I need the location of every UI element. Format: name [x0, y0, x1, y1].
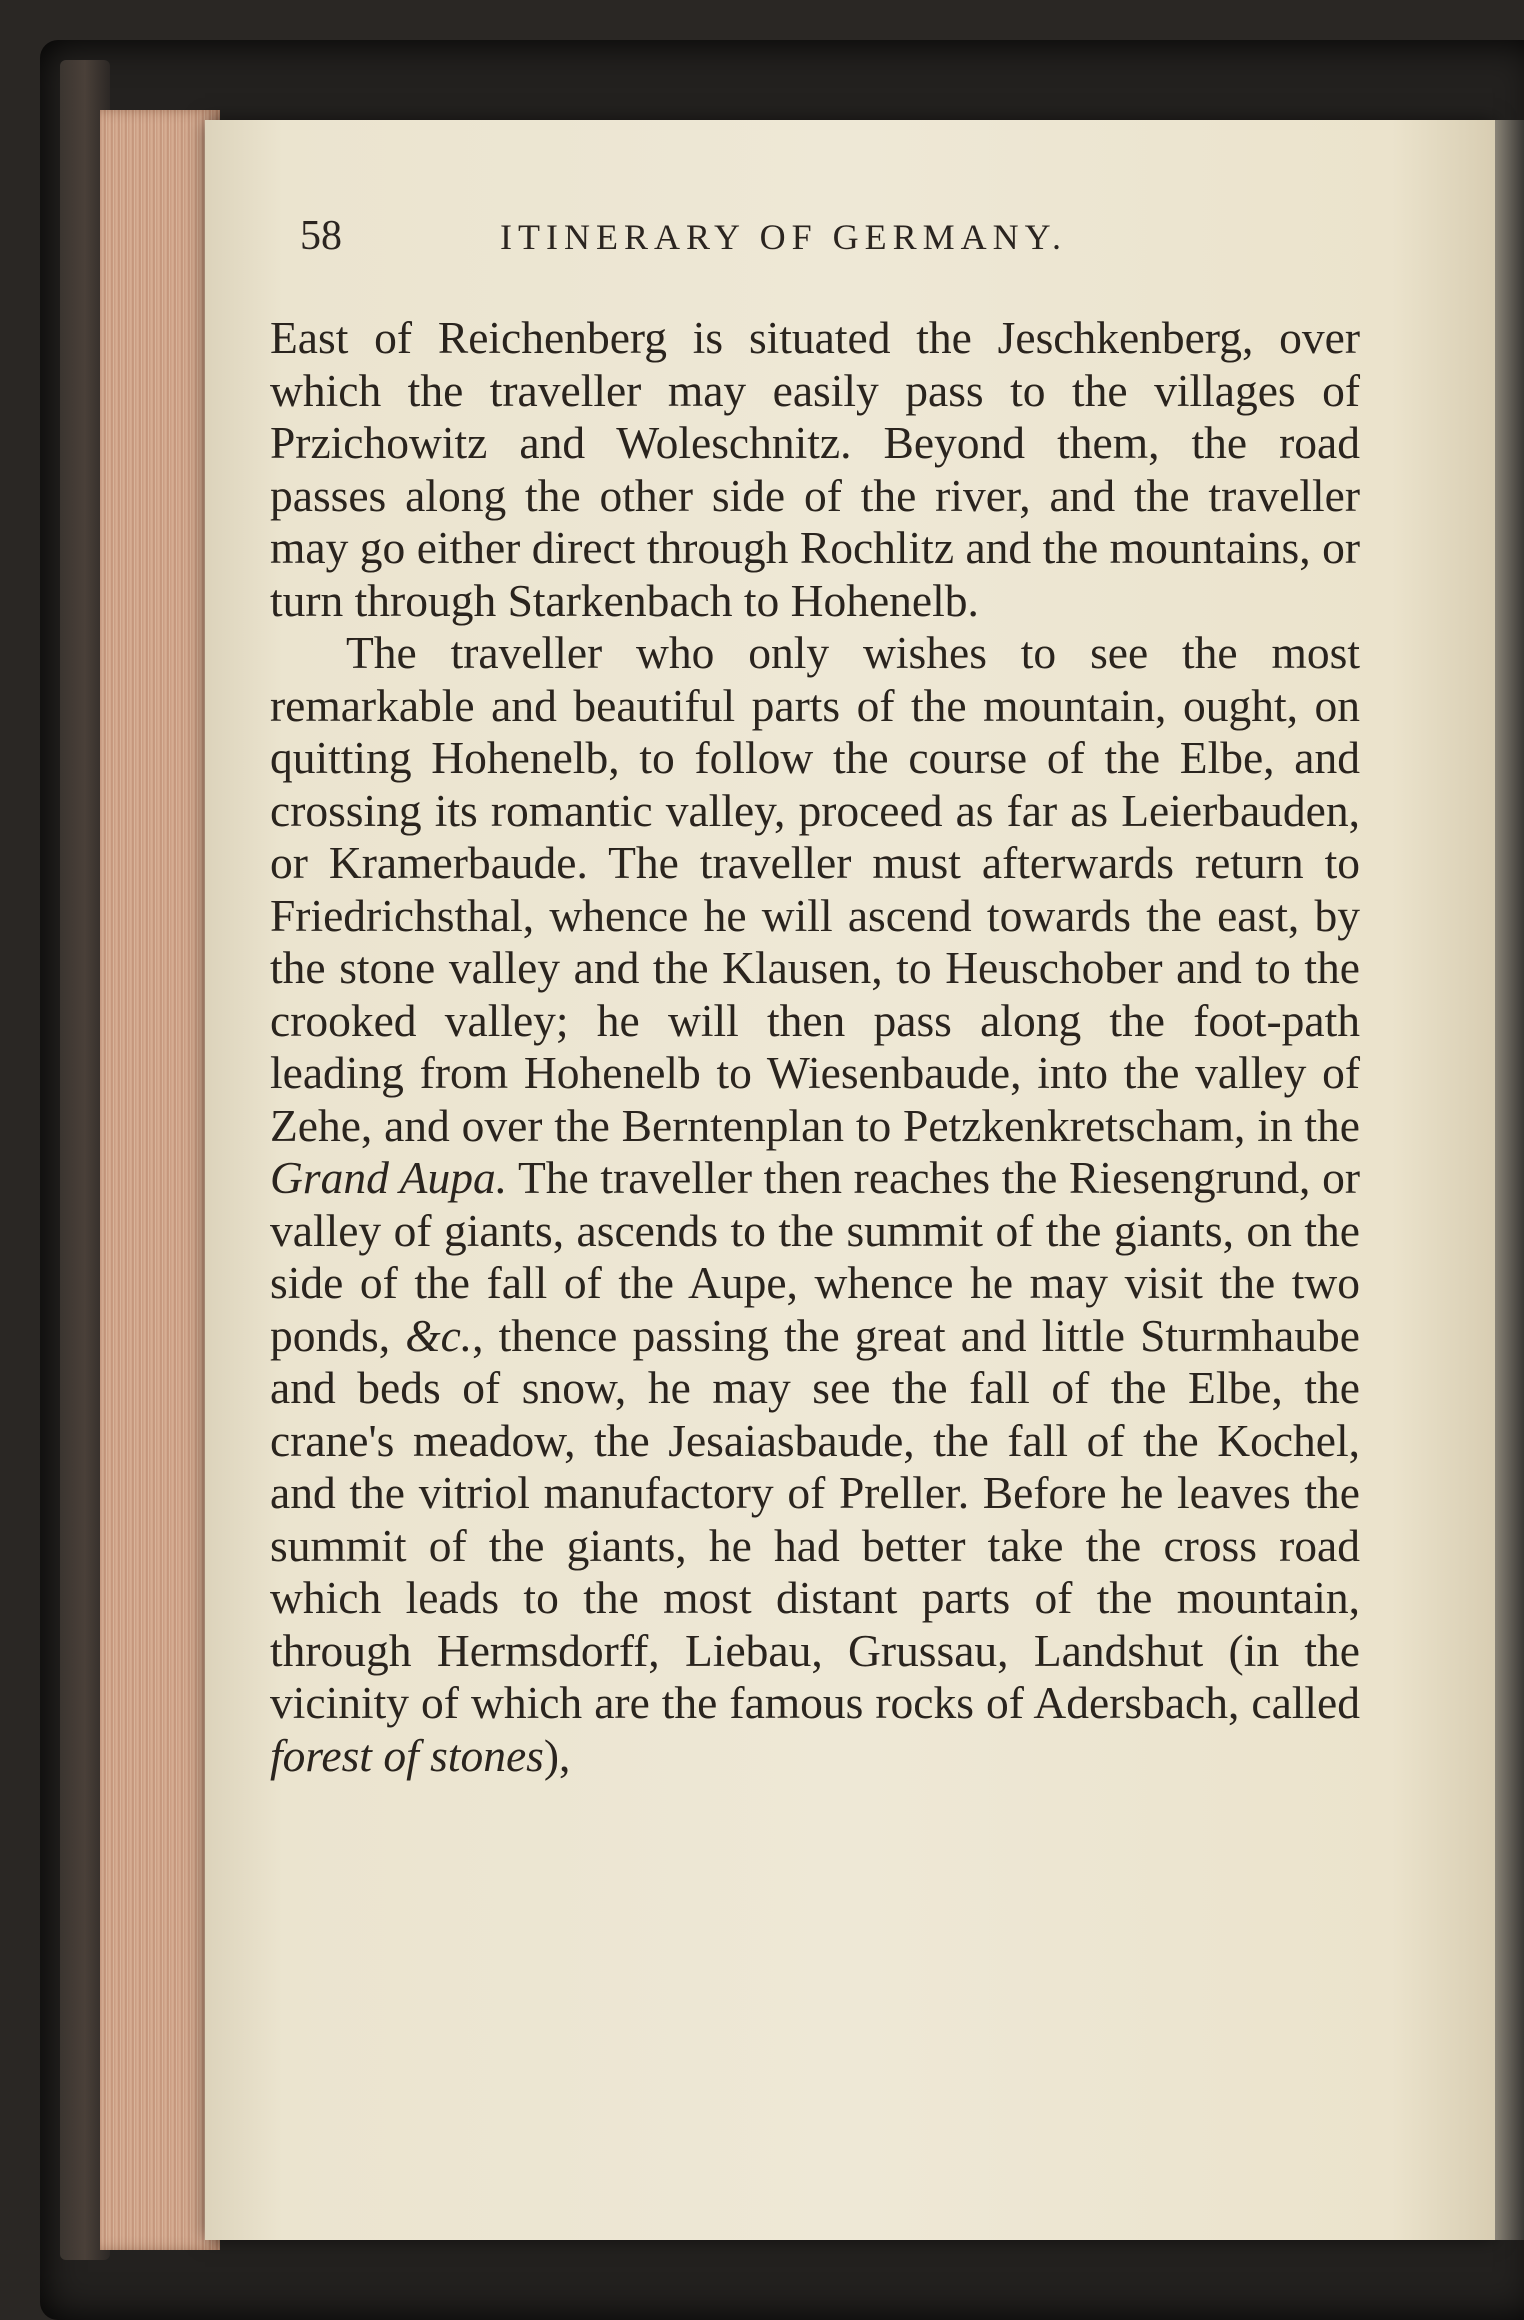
paragraph-2: [270, 627, 1360, 1782]
italic-forest-of-stones: forest of stones: [270, 1729, 544, 1781]
italic-etc: &c.: [405, 1309, 473, 1361]
body-text: [270, 312, 1360, 2032]
page-number: 58: [300, 213, 342, 259]
page-edges: [100, 110, 220, 2250]
page-gutter-shadow: [1495, 120, 1524, 2240]
paragraph-2-text-c: , thence passing the great and little Sturmhaube and beds of snow, he may see the fall of the Elbe, the crane's meadow, the Jesaiasbaude, the fall of the Kochel, and the vitriol manufactory of Preller. Before he leaves the summit of the giants, he had better take the cross road which leads to the most distant parts of the mountain, through Hermsdorff, Liebau, Grussau, Landshut (in the vicinity of which are the famous rocks of Adersbach, called: [270, 1309, 1360, 1728]
page-header: [300, 212, 1360, 272]
running-title: ITINERARY OF GERMANY.: [500, 217, 1068, 257]
italic-grand-aupa: Grand Aupa.: [270, 1152, 508, 1203]
paragraph-2-text-d: ),: [543, 1729, 571, 1781]
paragraph-2-text-b: The traveller then reaches the Riesengrund, or valley of giants, ascends to the summit of the giants, on the side of the fall of the Aupe, whence he may visit the two ponds,: [270, 1152, 1360, 1361]
paragraph-1: East of Reichenberg is situated the Jeschkenberg, over which the traveller may easily pass to the villages of Przichowitz and Woleschnitz. Beyond them, the road passes along the other side of the river, and the traveller may go either direct through Rochlitz and the mountains, or turn through Starkenbach to Hohenelb.: [270, 312, 1360, 626]
paragraph-2-text-a: The traveller who only wishes to see the most remarkable and beautiful parts of the mountain, ought, on quitting Hohenelb, to follow the course of the Elbe, and crossing its romantic valley, proceed as far as Leierbauden, or Kramerbaude. The traveller must afterwards return to Friedrichsthal, whence he will ascend towards the east, by the stone valley and the Klausen, to Heuschober and to the crooked valley; he will then pass along the foot-path leading from Hohenelb to Wiesenbaude, into the valley of Zehe, and over the Berntenplan to Petzkenkretscham, in the: [270, 627, 1360, 1151]
